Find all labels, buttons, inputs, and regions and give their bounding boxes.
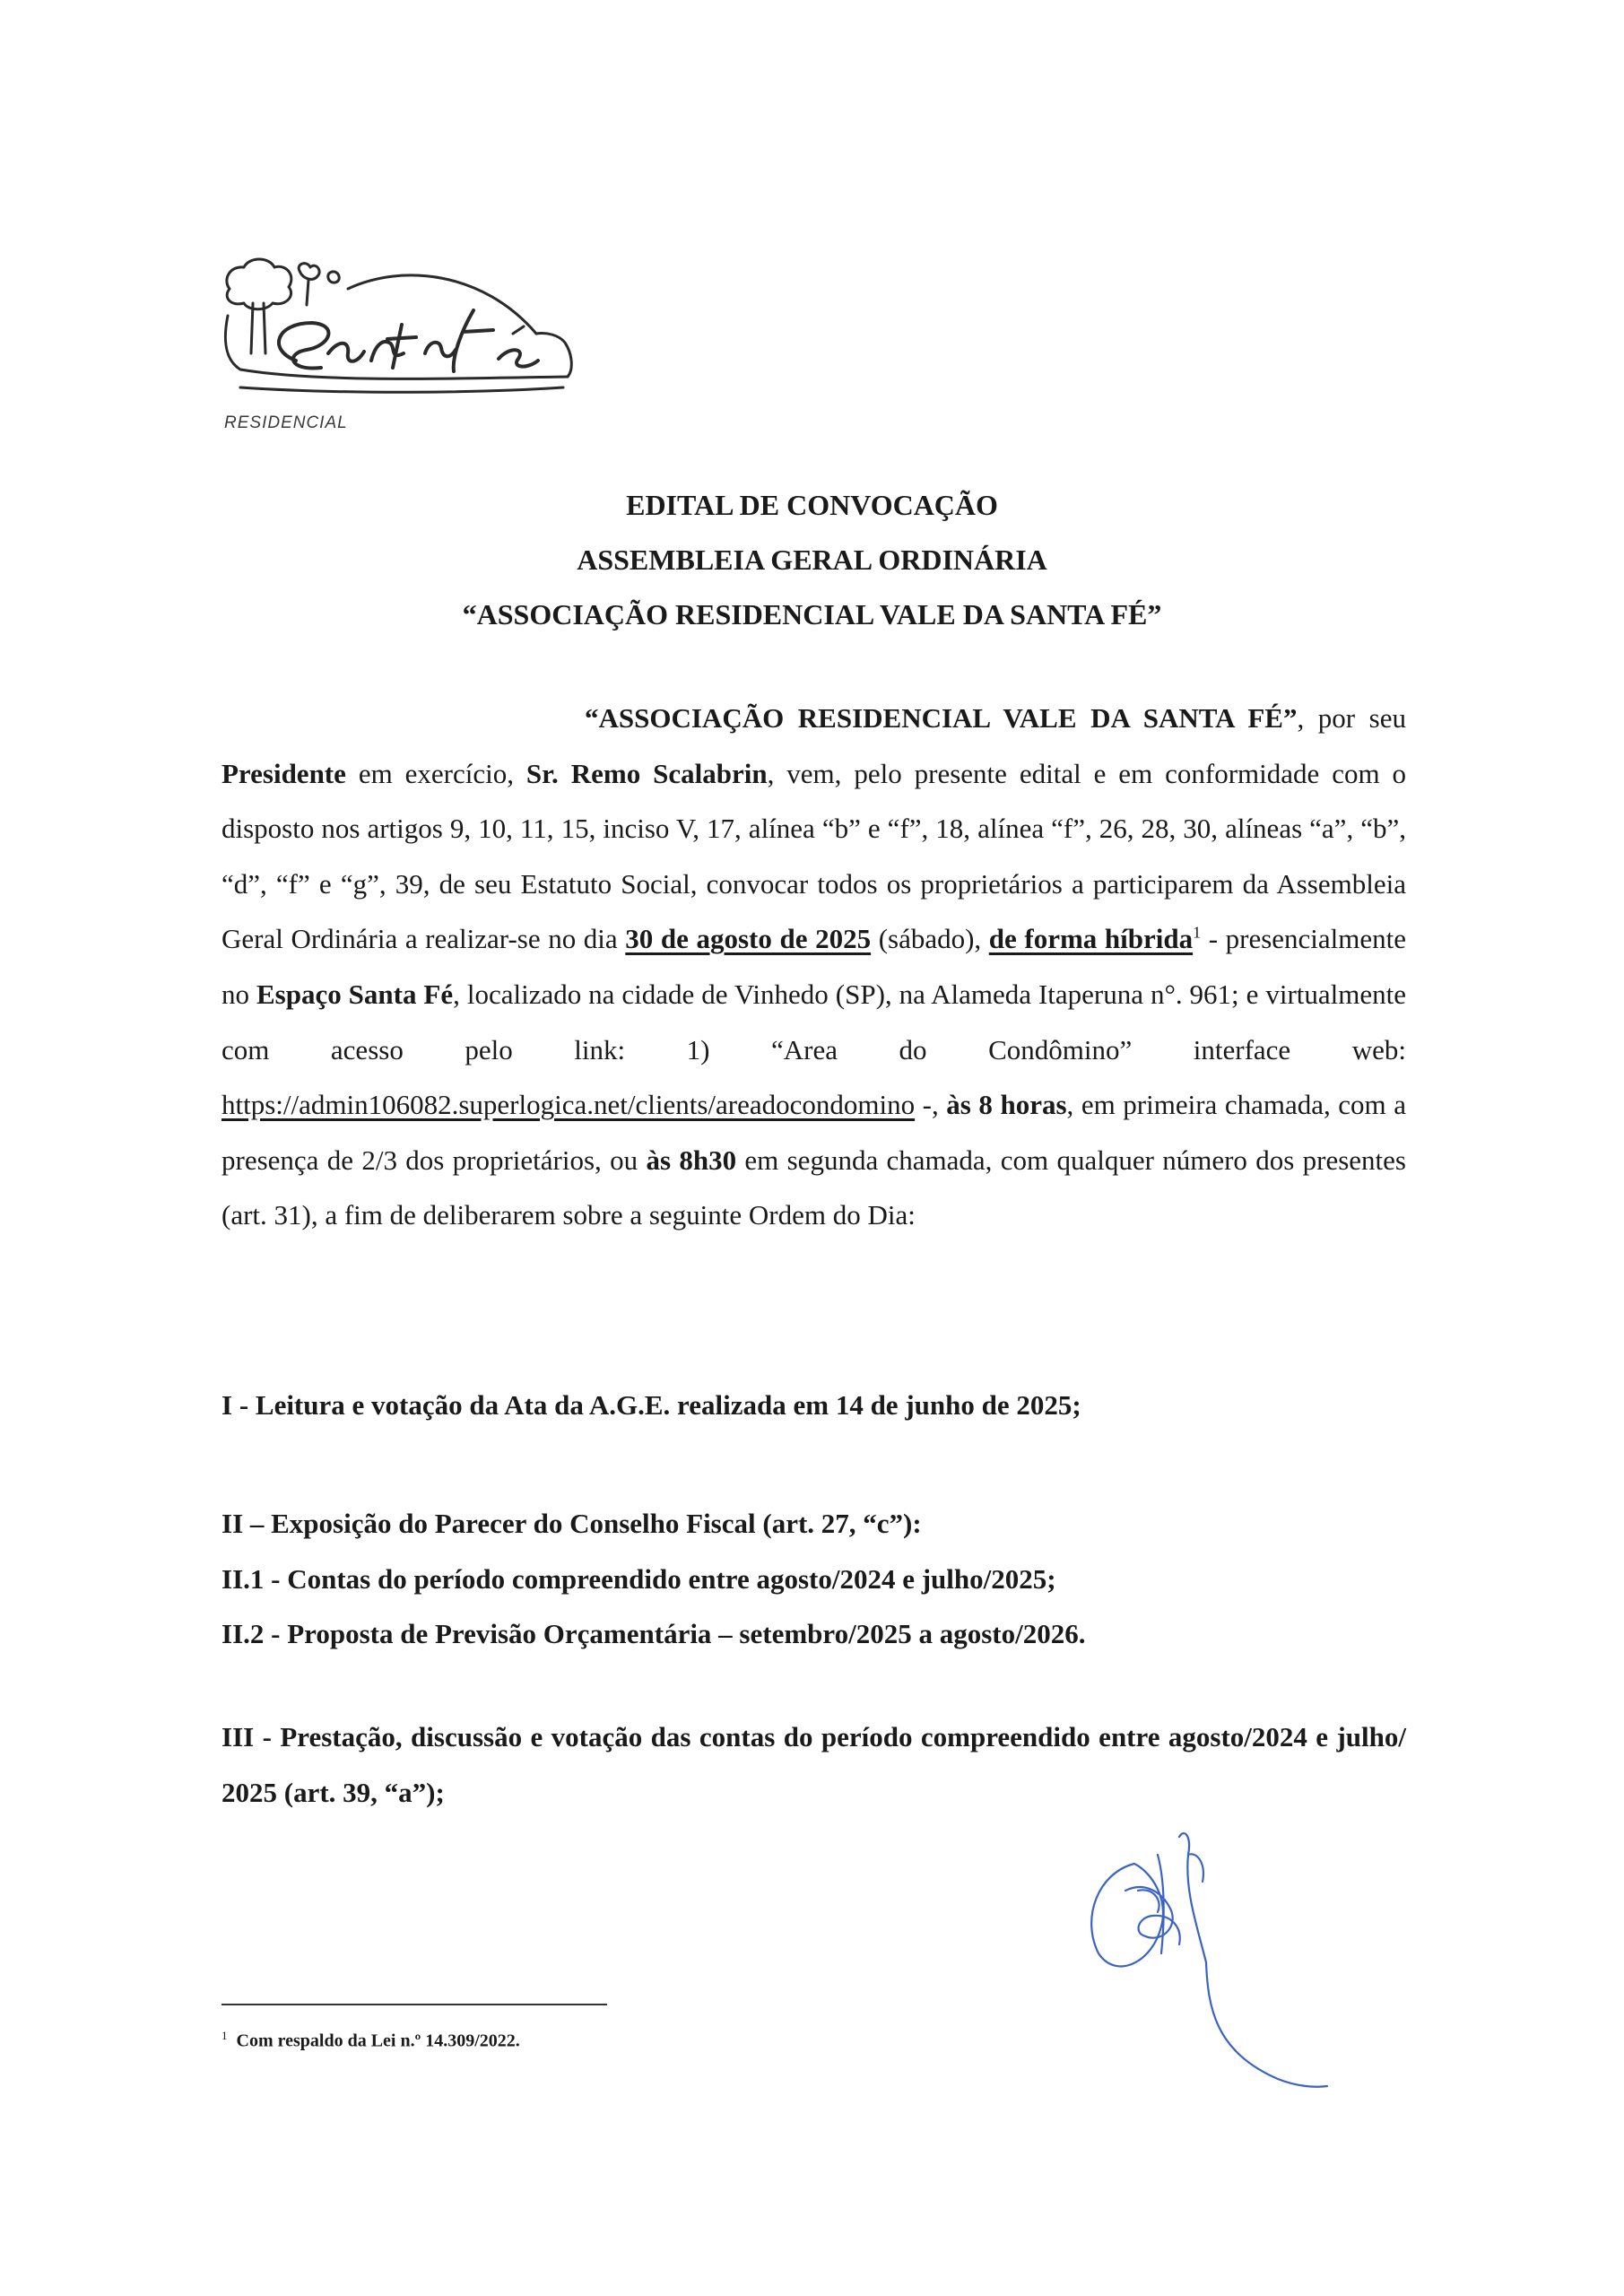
agenda-item-iii-text: III - Prestação, discussão e votação das contas do período compreendido entre agosto/2024 e julho/ 2025 (art. 39, “a”); [221,1721,1406,1808]
santa-fe-logo [213,253,581,432]
body-text-2: em exercício, [345,757,526,789]
venue-name: Espaço Santa Fé [256,978,454,1010]
convocation-paragraph [221,691,1406,1243]
logo-subtitle: RESIDENCIAL [224,413,348,432]
footnote-number: 1 [221,2029,228,2042]
body-text-1: , por seu [1297,702,1406,734]
body-text-9: em segunda chamada, com qualquer número dos presentes (art. 31), a fim de deliberarem sobre a seguinte Ordem do Dia: [221,1144,1406,1231]
president-name: Sr. Remo Scalabrin [525,757,768,789]
heading-line-3: “ASSOCIAÇÃO RESIDENCIAL VALE DA SANTA FÉ” [462,598,1162,631]
footnote-marker: 1 [1193,924,1202,943]
agenda-item-ii [221,1496,1406,1662]
second-call-time: às 8h30 [646,1144,737,1176]
association-name: “ASSOCIAÇÃO RESIDENCIAL VALE DA SANTA FÉ” [585,702,1298,734]
meeting-date: 30 de agosto de 2025 [625,923,872,955]
heading-line-2: ASSEMBLEIA GERAL ORDINÁRIA [577,544,1047,576]
hybrid-format: de forma híbrida [988,923,1194,955]
body-text-5: - presencialmente no [221,923,1407,1010]
footnote-text: Com respaldo da Lei n.º 14.309/2022. [236,2031,520,2051]
body-text-7: -, [915,1089,947,1121]
condo-area-link[interactable]: https://admin106082.superlogica.net/clients/areadocondomino [221,1089,916,1121]
body-text-3: , vem, pelo presente edital e em conformidade com o disposto nos artigos 9, 10, 11, 15, inciso V, 17, alínea “b” e “f”, 18, alínea “f”, 26, 28, 30, alíneas “a”, “b”, “d”, “f” e “g”, 39, de seu Estatuto Social, convocar todos os proprietários a participarem da Assembleia Geral Ordinária a realizar-se no dia [221,757,1406,955]
document-heading [0,478,1624,642]
footnote-separator [221,2004,607,2005]
president-label: Presidente [221,757,346,789]
agenda-item-ii-text: II – Exposição do Parecer do Conselho Fiscal (art. 27, “c”): [221,1508,922,1539]
body-text-6: , localizado na cidade de Vinhedo (SP), na Alameda Itaperuna n°. 961; e virtualmente com acesso pelo link: 1) “Area do Condômino” interface web: [221,978,1407,1065]
footnote [221,2029,520,2052]
agenda-item-i-text: I - Leitura e votação da Ata da A.G.E. realizada em 14 de junho de 2025; [221,1389,1081,1421]
agenda-item-i [221,1378,1406,1433]
body-text-4: (sábado), [871,923,989,955]
handwritten-initials [1072,1801,1332,2088]
heading-line-1: EDITAL DE CONVOCAÇÃO [626,489,998,521]
agenda-item-ii-1-text: II.1 - Contas do período compreendido entre agosto/2024 e julho/2025; [221,1562,1056,1595]
agenda-item-ii-2-text: II.2 - Proposta de Previsão Orçamentária – setembro/2025 a agosto/2026. [221,1618,1086,1650]
first-call-time: às 8 horas [946,1089,1067,1121]
body-text-8: , em primeira chamada, com a presença de 2/3 dos proprietários, ou [221,1089,1406,1176]
